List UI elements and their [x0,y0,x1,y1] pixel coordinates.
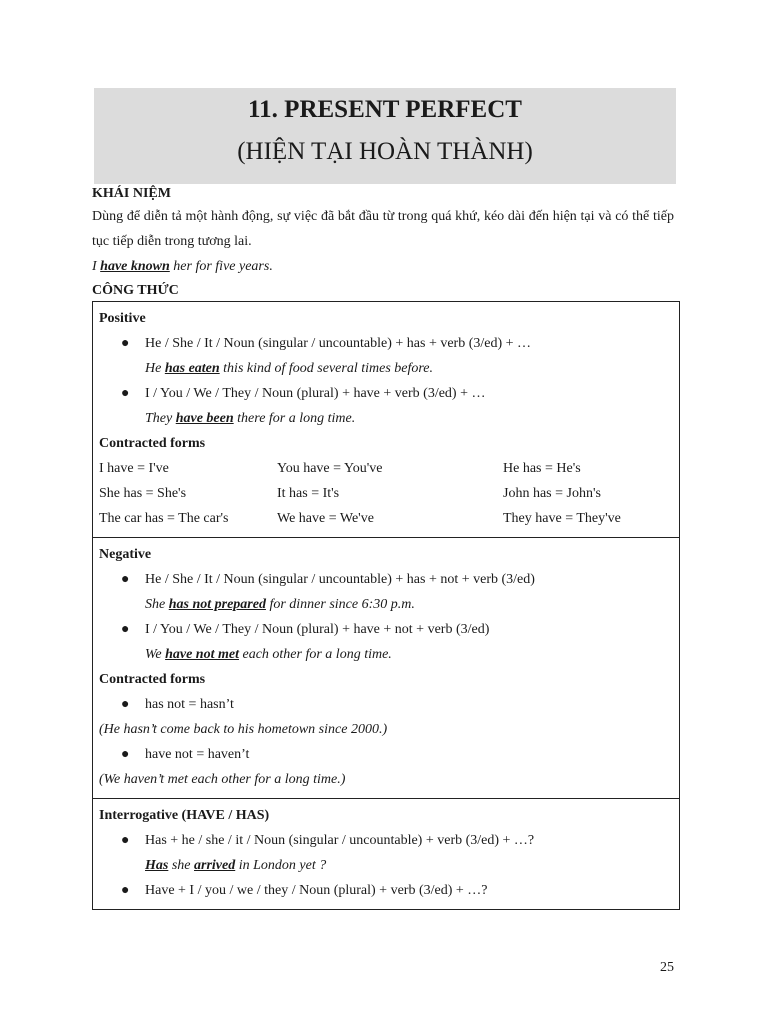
list-item [99,617,673,642]
rule-text: He / She / It / Noun (singular / uncountable) + has + not + verb (3/ed) [145,572,535,587]
page-number: 25 [660,960,674,975]
concept-heading: KHÁI NIỆM [92,186,171,201]
example-text: She [145,597,169,612]
title-banner [94,88,676,184]
list-item [99,742,673,767]
positive-cell [93,302,680,538]
rule-text: He / She / It / Noun (singular / uncountable) + has + verb (3/ed) + … [145,336,532,351]
example-text: He [145,361,165,376]
example-text: They [145,411,176,426]
contracted-row [99,456,673,481]
example-text: each other for a long time. [238,647,392,662]
example-keyword: arrived [194,858,236,873]
example-keyword: have known [100,259,170,274]
contracted-form: has not = hasn’t [145,697,234,712]
example-sentence: (We haven’t met each other for a long time.) [99,772,346,787]
example-sentence [99,853,673,878]
example-text: she [168,858,195,873]
example-sentence [99,356,673,381]
contracted-form: John has = John's [503,486,601,501]
rule-text: Have + I / you / we / they / Noun (plural) + verb (3/ed) + …? [145,883,488,898]
list-item [99,381,673,406]
rule-text: I / You / We / They / Noun (plural) + have + not + verb (3/ed) [145,622,490,637]
contracted-form: You have = You've [277,461,383,476]
contracted-row [99,506,673,531]
contracted-row [99,481,673,506]
interrogative-title: Interrogative (HAVE / HAS) [99,808,270,823]
page-subtitle: (HIỆN TẠI HOÀN THÀNH) [237,138,533,165]
formula-heading: CÔNG THỨC [92,283,179,298]
example-keyword: have not met [165,647,239,662]
example-sentence [99,642,673,667]
rule-text: Has + he / she / it / Noun (singular / uncountable) + verb (3/ed) + …? [145,833,535,848]
contracted-form: The car has = The car's [99,511,229,526]
negative-cell [93,538,680,799]
bullet-icon: ● [121,747,130,762]
interrogative-cell [93,799,680,910]
list-item [99,567,673,592]
example-keyword: has not prepared [168,597,266,612]
main-content [92,184,674,910]
contracted-form: I have = I've [99,461,169,476]
example-keyword: have been [175,411,234,426]
negative-title: Negative [99,547,152,562]
bullet-icon: ● [121,697,130,712]
bullet-icon: ● [121,336,130,351]
example-text: her for five years. [169,259,273,274]
contracted-form: It has = It's [277,486,340,501]
contracted-form: We have = We've [277,511,374,526]
example-keyword: has eaten [164,361,220,376]
formula-table [92,301,680,910]
concept-description: Dùng để diễn tả một hành động, sự việc đã bắt đầu từ trong quá khứ, kéo dài đến hiện tại và có thể tiếp tục tiếp diễn trong tương lai. [92,209,674,249]
example-text: this kind of food several times before. [219,361,434,376]
example-text: there for a long time. [233,411,356,426]
example-text: for dinner since 6:30 p.m. [265,597,415,612]
page-title: 11. PRESENT PERFECT [248,96,522,123]
rule-text: I / You / We / They / Noun (plural) + have + verb (3/ed) + … [145,386,486,401]
example-sentence [99,592,673,617]
contracted-forms-title: Contracted forms [99,672,206,687]
example-keyword: Has [145,858,169,873]
list-item [99,878,673,903]
bullet-icon: ● [121,386,130,401]
bullet-icon: ● [121,833,130,848]
list-item [99,692,673,717]
contracted-form: They have = They've [503,511,621,526]
bullet-icon: ● [121,622,130,637]
contracted-form: She has = She's [99,486,187,501]
contracted-form: have not = haven’t [145,747,250,762]
example-sentence: (He hasn’t come back to his hometown since 2000.) [99,722,388,737]
example-sentence [99,406,673,431]
concept-example [92,254,674,279]
bullet-icon: ● [121,883,130,898]
example-text: in London yet ? [235,858,327,873]
positive-title: Positive [99,311,146,326]
list-item [99,828,673,853]
example-text: I [92,259,101,274]
bullet-icon: ● [121,572,130,587]
contracted-forms-title: Contracted forms [99,436,206,451]
contracted-form: He has = He's [503,461,581,476]
list-item [99,331,673,356]
example-text: We [145,647,166,662]
